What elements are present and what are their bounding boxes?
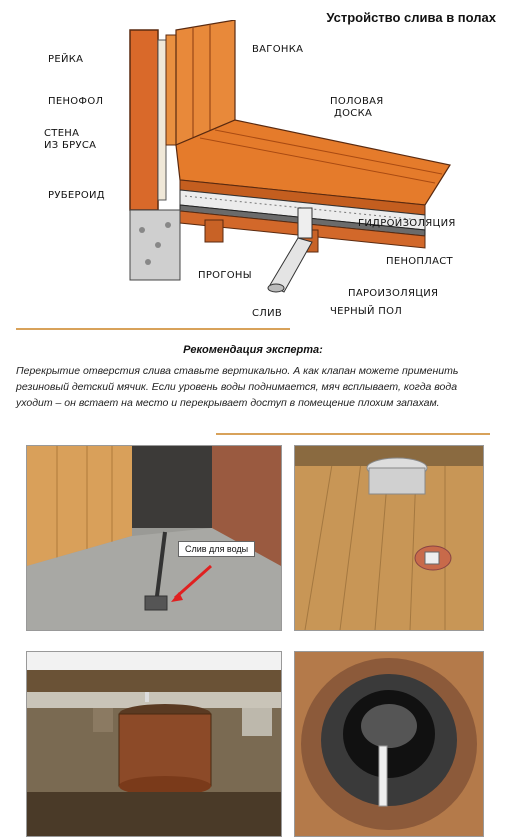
floor-drain-diagram [30, 20, 470, 325]
recommendation-text: Перекрытие отверстия слива ставьте вертикально. А как клапан можете применить резиновый детский мячик. Если уровень воды поднимается, мяч всплывает, когда вода уходит – он встает на место и перекрывает доступ в помещение плохим запахам. [16, 365, 459, 409]
barrel [119, 714, 211, 786]
pvc-pipe [379, 746, 387, 806]
label-gidroizolyaciya: ГИДРОИЗОЛЯЦИЯ [358, 218, 456, 229]
photo-drain-well [294, 651, 484, 837]
drain-neck [298, 208, 312, 238]
photo-drain-floor [26, 445, 282, 631]
label-reika: РЕЙКА [48, 54, 84, 65]
drain-grate [145, 596, 167, 610]
photo-wooden-floor [294, 445, 484, 631]
page-title: Устройство слива в полах [326, 10, 496, 25]
joist [205, 220, 223, 242]
photo-barrel-under-floor [26, 651, 282, 837]
batten [166, 35, 176, 145]
foil-insulation [158, 40, 166, 200]
callout-drain: Слив для воды [178, 541, 255, 557]
label-progony: ПРОГОНЫ [198, 270, 252, 281]
label-polovaya-1: ПОЛОВАЯ [330, 96, 384, 107]
label-penoplast: ПЕНОПЛАСТ [386, 256, 453, 267]
label-paroizolyaciya: ПАРОИЗОЛЯЦИЯ [348, 288, 439, 299]
label-sliv: СЛИВ [252, 308, 283, 319]
label-polovaya-2: ДОСКА [334, 108, 373, 119]
divider-bottom [216, 433, 490, 435]
divider-top [16, 328, 290, 330]
label-penofol: ПЕНОФОЛ [48, 96, 104, 107]
label-stena-1: СТЕНА [44, 128, 80, 139]
label-vagonka: ВАГОНКА [252, 44, 304, 55]
wall-timber [130, 30, 158, 210]
label-chernyi-pol: ЧЕРНЫЙ ПОЛ [330, 306, 403, 317]
label-ruberoid: РУБЕРОИД [48, 190, 105, 201]
recommendation-heading: Рекомендация эксперта: [183, 344, 323, 356]
label-stena-2: ИЗ БРУСА [44, 140, 97, 151]
